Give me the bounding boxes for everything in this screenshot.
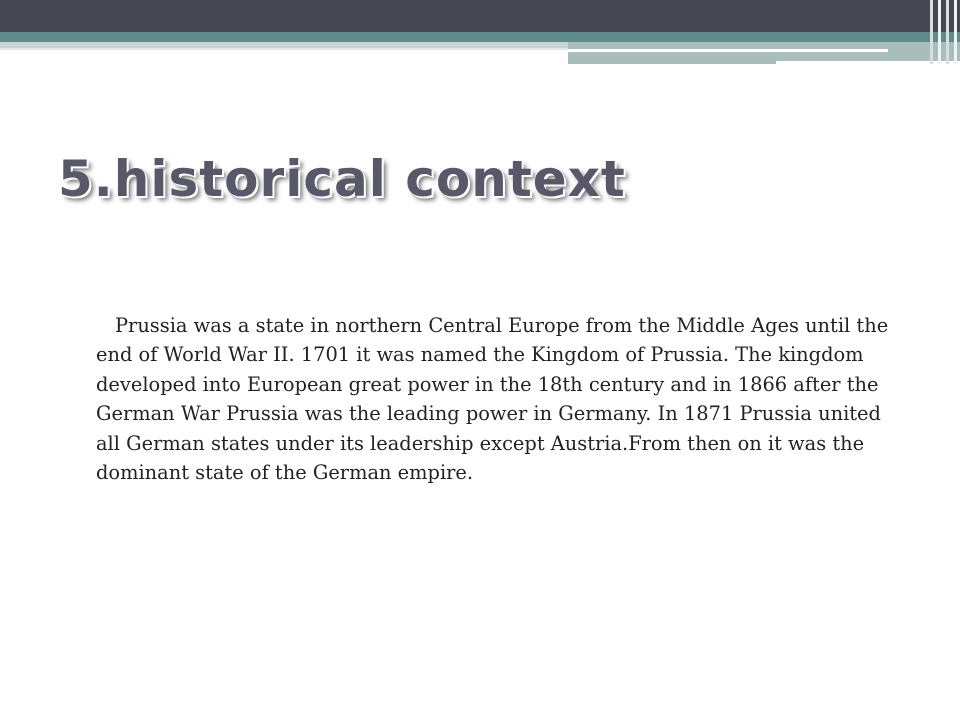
slide-body-text: Prussia was a state in northern Central Europe from the Middle Ages until the end of World War II. 1701 it was named the Kingdom of Prussia. The kingdom developed into European great power in the 18th century and in 1866 after the German War Prussia was the leading power in Germany. In 1871 Prussia united all German states under its leadership except Austria.From then on it was the dominant state of the German empire. [96,314,889,485]
header-white-line [568,49,888,52]
header-vertical-accent [930,0,933,64]
header-vertical-accent [938,0,941,64]
header-dark-bar [0,0,960,32]
header-teal-bar [0,32,960,42]
header-light-under-stripe [0,48,568,50]
slide-title: 5.historical context [58,150,626,208]
header-vertical-accent [946,0,949,64]
header-vertical-accent [954,0,957,64]
